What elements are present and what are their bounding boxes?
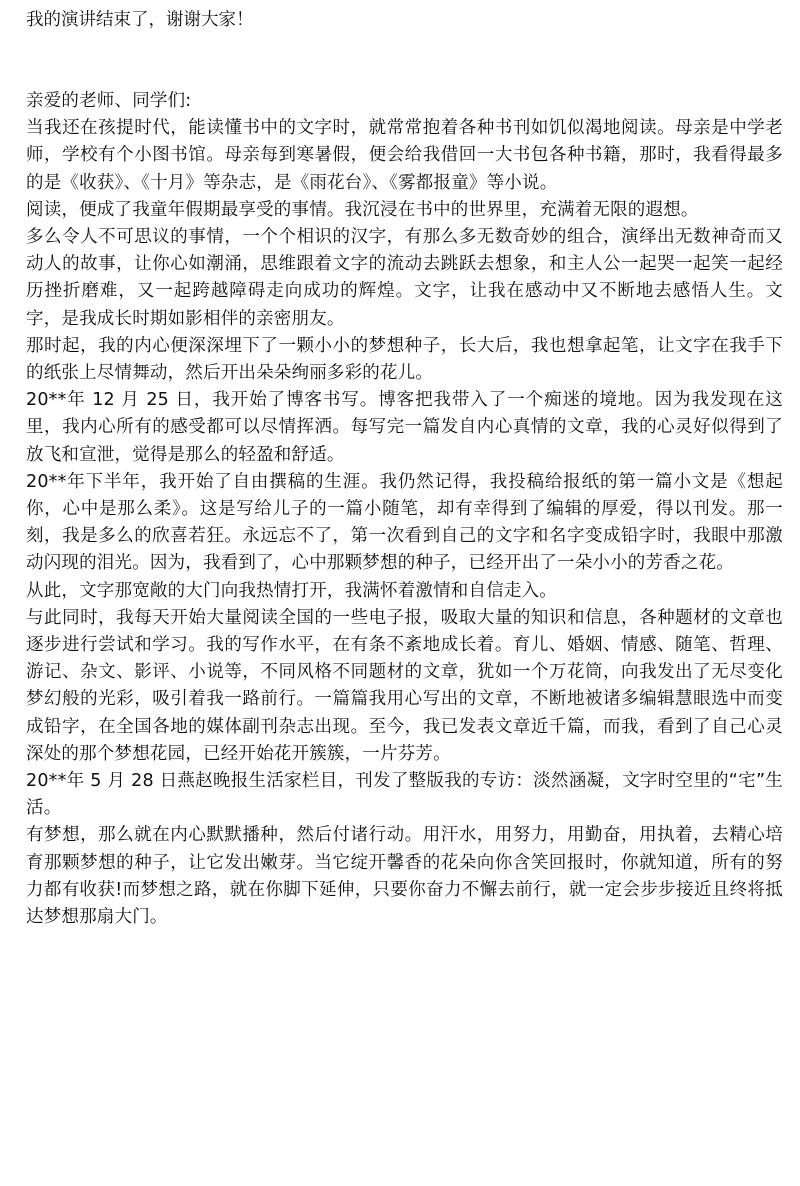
paragraph-10: 有梦想，那么就在内心默默播种，然后付诸行动。用汗水，用努力，用勤奋，用执着，去精心培育那颗梦想的种子，让它发出嫩芽。当它绽开馨香的花朵向你含笑回报时，你就知道，所有的努力都有收获!而梦想之路，就在你脚下延伸，只要你奋力不懈去前行，就一定会步步接近且终将抵达梦想那扇大门。	[26, 825, 783, 928]
greeting: 亲爱的老师、同学们:	[26, 91, 192, 111]
paragraph-5: 20**年 12 月 25 日，我开始了博客书写。博客把我带入了一个痴迷的境地。因为我发现在这里，我内心所有的感受都可以尽情挥洒。每写完一篇发自内心真情的文章，我的心灵好似得到了放飞和宣泄，觉得是那么的轻盈和舒适。	[26, 390, 783, 465]
paragraph-3: 多么令人不可思议的事情，一个个相识的汉字，有那么多无数奇妙的组合，演绎出无数神奇而又动人的故事，让你心如潮涌，思维跟着文字的流动去跳跃去想象，和主人公一起哭一起笑一起经历挫折磨难，又一起跨越障碍走向成功的辉煌。文字，让我在感动中又不断地去感悟人生。文字，是我成长时期如影相伴的亲密朋友。	[26, 227, 783, 329]
paragraph-7: 从此，文字那宽敞的大门向我热情打开，我满怀着激情和自信走入。	[26, 580, 557, 601]
paragraph-4: 那时起，我的内心便深深埋下了一颗小小的梦想种子，长大后，我也想拿起笔，让文字在我手下的纸张上尽情舞动，然后开出朵朵绚丽多彩的花儿。	[26, 335, 783, 384]
speech-body	[26, 88, 783, 931]
paragraph-8: 与此同时，我每天开始大量阅读全国的一些电子报，吸取大量的知识和信息，各种题材的文章也逐步进行尝试和学习。我的写作水平，在有条不紊地成长着。育儿、婚姻、情感、随笔、哲理、游记、杂文、影评、小说等，不同风格不同题材的文章，犹如一个万花筒，向我发出了无尽变化梦幻般的光彩，吸引着我一路前行。一篇篇我用心写出的文章，不断地被诸多编辑慧眼选中而变成铅字，在全国各地的媒体副刊杂志出现。至今，我已发表文章近千篇，而我，看到了自己心灵深处的那个梦想花园，已经开始花开簇簇，一片芬芳。	[26, 607, 783, 764]
paragraph-2: 阅读，便成了我童年假期最享受的事情。我沉浸在书中的世界里，充满着无限的遐想。	[26, 199, 699, 220]
speech-closing-line: 我的演讲结束了，谢谢大家！	[26, 10, 254, 30]
paragraph-9: 20**年 5 月 28 日燕赵晚报生活家栏目，刊发了整版我的专访：淡然涵凝，文字时空里的“宅”生活。	[26, 771, 783, 819]
paragraph-1: 当我还在孩提时代，能读懂书中的文字时，就常常抱着各种书刊如饥似渴地阅读。母亲是中学老师，学校有个小图书馆。母亲每到寒暑假，便会给我借回一大书包各种书籍，那时，我看得最多的是《收获》、《十月》等杂志，是《雨花台》、《雾都报童》等小说。	[26, 118, 783, 193]
paragraph-6: 20**年下半年，我开始了自由撰稿的生涯。我仍然记得，我投稿给报纸的第一篇小文是《想起你，心中是那么柔》。这是写给儿子的一篇小随笔，却有幸得到了编辑的厚爱，得以刊发。那一刻，我是多么的欣喜若狂。永远忘不了，第一次看到自己的文字和名字变成铅字时，我眼中那激动闪现的泪光。因为，我看到了，心中那颗梦想的种子，已经开出了一朵小小的芳香之花。	[26, 471, 783, 574]
